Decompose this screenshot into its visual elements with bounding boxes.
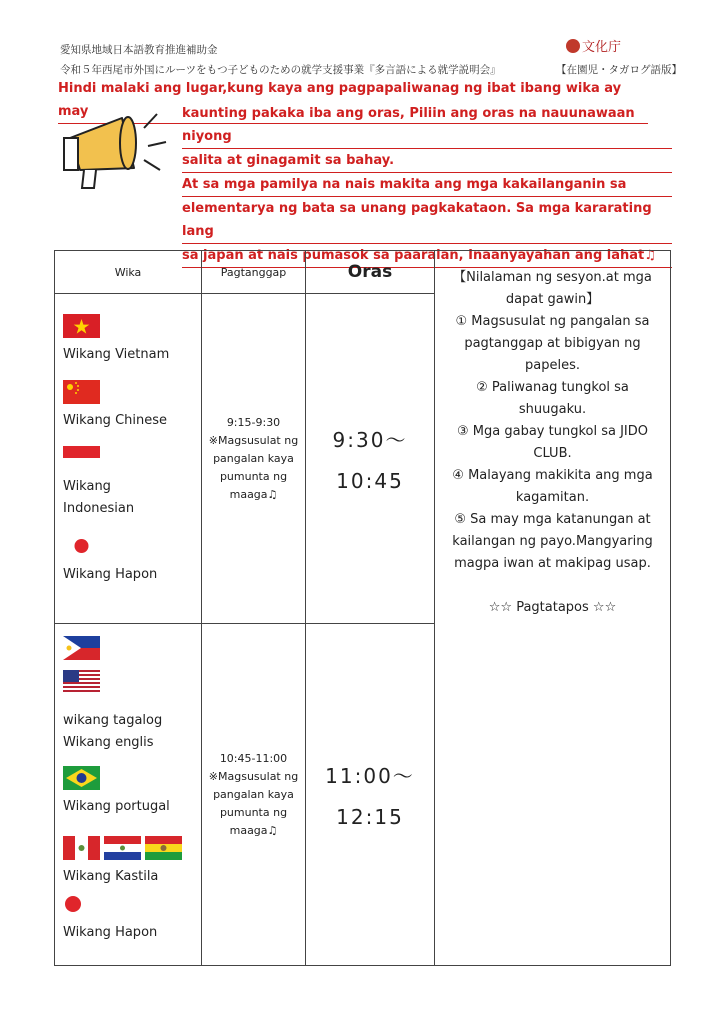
header-pagtanggap: Pagtanggap xyxy=(202,251,306,294)
header-wika: Wika xyxy=(55,251,202,294)
content-item: ④ Malayang makikita ang mga kagamitan. xyxy=(452,468,653,505)
lang-tagalog: wikang tagalog xyxy=(63,713,163,728)
notice-body xyxy=(182,102,672,268)
content-item: ⑤ Sa may mga katanungan at kailangan ng payo.Mangyaring magpa iwan at makipag usap. xyxy=(452,512,653,571)
indonesia-flag-icon xyxy=(63,446,100,470)
lang-chinese: Wikang Chinese xyxy=(63,413,168,428)
notice-line: elementarya ng bata sa unang pagkakataon. Sa mga kararating lang xyxy=(182,197,672,244)
notice-first-line: Hindi malaki ang lugar,kung kaya ang pagpapaliwanag ng ibat ibang wika ay may xyxy=(58,77,648,124)
japan-flag-icon xyxy=(63,892,100,916)
megaphone-icon xyxy=(62,108,177,193)
header-project: 令和５年西尾市外国にルーツをもつ子どものための就学支援事業『多言語による就学説明会』 xyxy=(60,64,501,76)
session1-languages xyxy=(55,294,202,624)
session1-start: 9:30〜 xyxy=(332,428,408,452)
header-version: 【在園児・タガログ語版】 xyxy=(556,64,682,76)
reception-note: ※Magsusulat ng pangalan kaya pumunta ng maaga♫ xyxy=(208,433,299,501)
reception-time: 9:15-9:30 xyxy=(226,415,281,429)
japan-flag-icon xyxy=(63,534,100,558)
session-content xyxy=(435,251,671,966)
notice-line: At sa mga pamilya na nais makita ang mga kakailanganin sa xyxy=(182,173,672,197)
header-subsidy: 愛知県地域日本語教育推進補助金 xyxy=(60,44,218,56)
session2-end: 12:15 xyxy=(336,805,404,829)
philippines-flag-icon xyxy=(63,636,100,660)
session2-start: 11:00〜 xyxy=(325,764,415,788)
notice-line: salita at ginagamit sa bahay. xyxy=(182,149,672,173)
vietnam-flag-icon xyxy=(63,314,100,338)
brazil-flag-icon xyxy=(63,766,100,790)
usa-flag-icon xyxy=(63,670,100,694)
bolivia-flag-icon xyxy=(145,836,182,860)
content-item: ① Magsusulat ng pangalan sa pagtanggap at bibigyan ng papeles. xyxy=(455,314,650,373)
lang-indonesian: Wikang Indonesian xyxy=(63,479,135,516)
agency-seal-icon xyxy=(566,39,580,53)
china-flag-icon xyxy=(63,380,100,404)
lang-kastila: Wikang Kastila xyxy=(63,869,159,884)
header-oras: Oras xyxy=(306,251,435,294)
content-item: ③ Mga gabay tungkol sa JIDO CLUB. xyxy=(457,424,648,461)
schedule-table xyxy=(54,250,671,966)
reception-note: ※Magsusulat ng pangalan kaya pumunta ng maaga♫ xyxy=(208,769,299,837)
lang-english: Wikang englis xyxy=(63,735,154,750)
lang-vietnam: Wikang Vietnam xyxy=(63,347,170,362)
session2-languages xyxy=(55,624,202,966)
session2-reception xyxy=(202,624,306,966)
lang-hapon: Wikang Hapon xyxy=(63,925,158,940)
reception-time: 10:45-11:00 xyxy=(219,751,288,765)
lang-portugal: Wikang portugal xyxy=(63,799,170,814)
notice-line: kaunting pakaka iba ang oras, Piliin ang oras na nauunawaan niyong xyxy=(182,102,672,149)
agency-logo-text: 文化庁 xyxy=(582,40,622,55)
agency-logo xyxy=(566,36,621,55)
paraguay-flag-icon xyxy=(104,836,141,860)
notice-line: sa japan at nais pumasok sa paaralan, Inaanyayahan ang lahat♫ xyxy=(182,244,672,268)
session1-reception xyxy=(202,294,306,624)
content-closing: ☆☆ Pagtatapos ☆☆ xyxy=(488,600,617,615)
peru-flag-icon xyxy=(63,836,100,860)
session1-end: 10:45 xyxy=(336,469,404,493)
session2-time xyxy=(306,624,435,966)
content-title: 【Nilalaman ng sesyon.at mga dapat gawin】 xyxy=(453,270,652,307)
content-item: ② Paliwanag tungkol sa shuugaku. xyxy=(476,380,629,417)
lang-hapon: Wikang Hapon xyxy=(63,567,158,582)
session1-time xyxy=(306,294,435,624)
